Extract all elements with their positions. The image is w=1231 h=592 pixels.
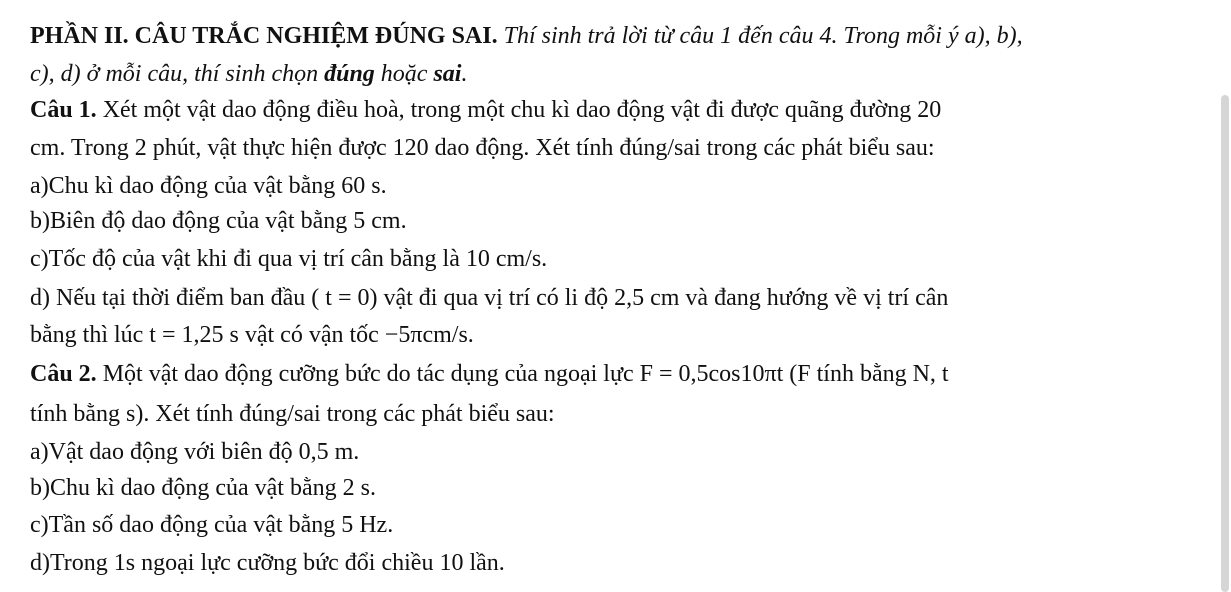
q2-label: Câu 2. (30, 361, 97, 387)
q1-label: Câu 1. (30, 97, 97, 123)
section-instruction-line-2 (30, 59, 467, 89)
q2-statement-b: b)Chu kì dao động của vật bằng 2 s. (30, 475, 376, 501)
instruction-or: hoặc (374, 61, 434, 87)
q1-statement-c: c)Tốc độ của vật khi đi qua vị trí cân bằng là 10 cm/s. (30, 246, 548, 272)
q1-stem-1: Xét một vật dao động điều hoà, trong một chu kì dao động vật đi được quãng đường 20 (96, 97, 942, 123)
section-heading: PHẦN II. CÂU TRẮC NGHIỆM ĐÚNG SAI. (30, 23, 498, 49)
q1-stem-line-2: cm. Trong 2 phút, vật thực hiện được 120 dao động. Xét tính đúng/sai trong các phát biểu sau: (30, 135, 935, 161)
q1-statement-b: b)Biên độ dao động của vật bằng 5 cm. (30, 208, 407, 234)
q1-statement-d-line-1: d) Nếu tại thời điểm ban đầu ( t = 0) vật đi qua vị trí có li độ 2,5 cm và đang hướng về vị trí cân (30, 285, 949, 311)
instruction-text: c), d) ở mỗi câu, thí sinh chọn (30, 61, 325, 87)
q2-statement-d: d)Trong 1s ngoại lực cưỡng bức đổi chiều 10 lần. (30, 550, 505, 576)
section-instruction-1: Thí sinh trả lời từ câu 1 đến câu 4. Trong mỗi ý a), b), (497, 23, 1023, 49)
q2-stem-line-2: tính bằng s). Xét tính đúng/sai trong các phát biểu sau: (30, 401, 555, 427)
instruction-false: sai (433, 61, 462, 87)
instruction-true: đúng (324, 61, 375, 87)
q2-statement-c: c)Tần số dao động của vật bằng 5 Hz. (30, 512, 394, 538)
q2-stem-1: Một vật dao động cưỡng bức do tác dụng của ngoại lực F = 0,5cos10πt (F tính bằng N, t (96, 361, 949, 387)
instruction-period: . (461, 61, 468, 87)
vertical-scrollbar[interactable] (1221, 95, 1229, 592)
q1-statement-a: a)Chu kì dao động của vật bằng 60 s. (30, 173, 387, 199)
section-heading-line (30, 21, 1023, 51)
q1-statement-d-line-2: bằng thì lúc t = 1,25 s vật có vận tốc −5πcm/s. (30, 322, 474, 348)
q1-stem-line-1 (30, 95, 941, 125)
q2-stem-line-1 (30, 359, 949, 389)
q2-statement-a: a)Vật dao động với biên độ 0,5 m. (30, 439, 360, 465)
